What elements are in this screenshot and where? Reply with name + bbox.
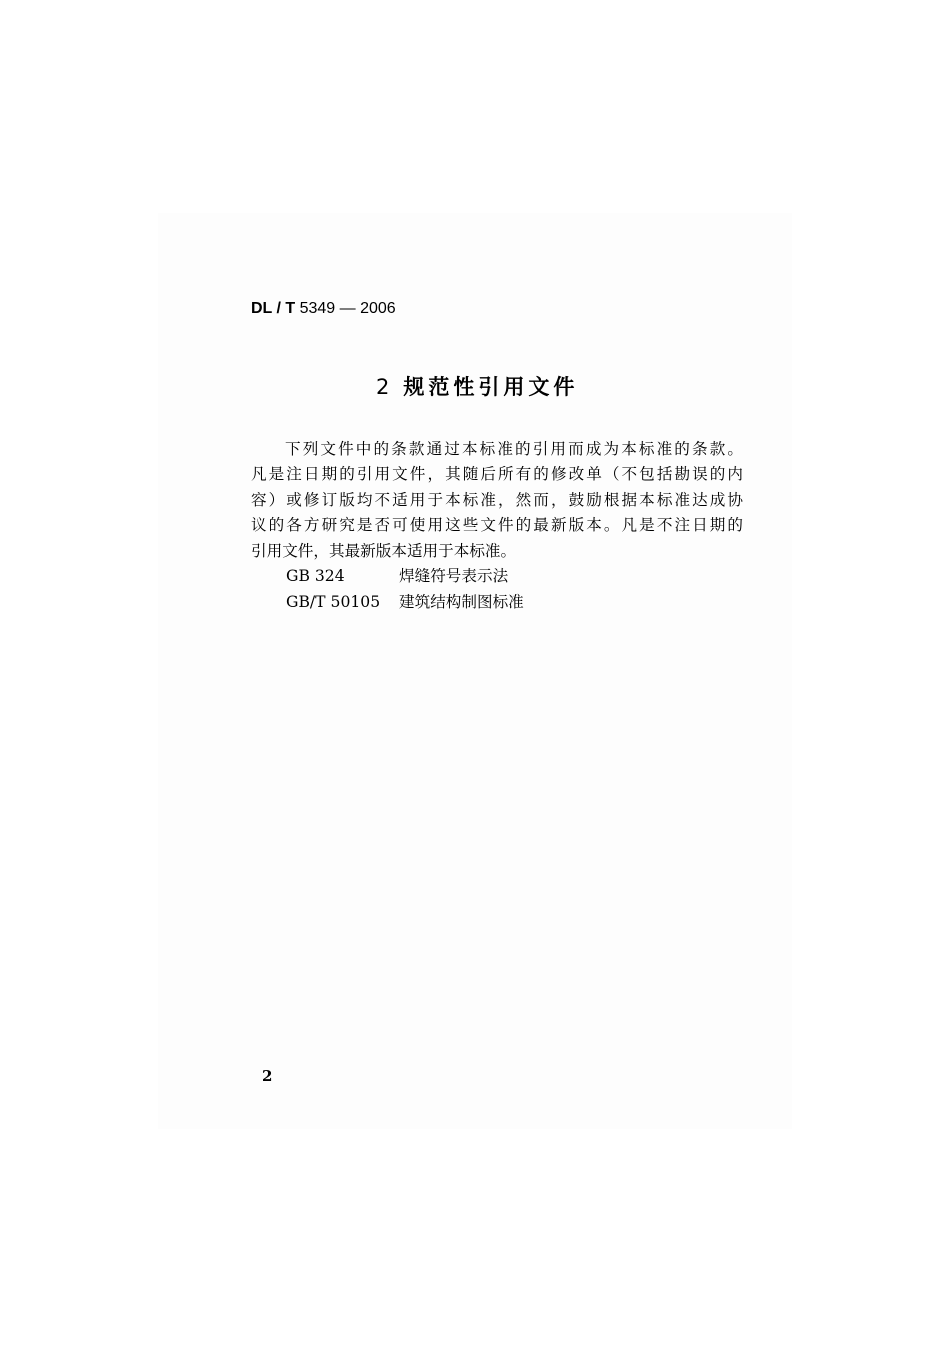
- section-heading: [376, 372, 578, 402]
- page-panel: [158, 213, 792, 1129]
- paragraph-line: 凡是注日期的引用文件，其随后所有的修改单（不包括勘误的内: [251, 465, 743, 484]
- body-paragraph: [251, 437, 743, 564]
- reference-title: 建筑结构制图标准: [399, 593, 524, 611]
- reference-list: [286, 563, 524, 615]
- section-number: 2: [376, 375, 394, 399]
- section-title: 规范性引用文件: [403, 375, 579, 399]
- paragraph-line: 引用文件，其最新版本适用于本标准。: [251, 541, 517, 560]
- reference-code: GB/T 50105: [286, 593, 381, 611]
- document-code-prefix: DL / T: [251, 300, 296, 317]
- document-code-number: 5349 — 2006: [299, 300, 396, 317]
- paragraph-line: 容）或修订版均不适用于本标准，然而，鼓励根据本标准达成协: [251, 490, 743, 509]
- reference-item: [286, 589, 524, 615]
- paragraph-line: 议的各方研究是否可使用这些文件的最新版本。凡是不注日期的: [251, 516, 743, 535]
- page-number: 2: [262, 1067, 273, 1085]
- reference-code: GB 324: [286, 567, 345, 585]
- paragraph-line: 下列文件中的条款通过本标准的引用而成为本标准的条款。: [285, 440, 743, 458]
- document-code: [251, 298, 396, 320]
- reference-item: [286, 563, 524, 589]
- reference-title: 焊缝符号表示法: [399, 567, 509, 585]
